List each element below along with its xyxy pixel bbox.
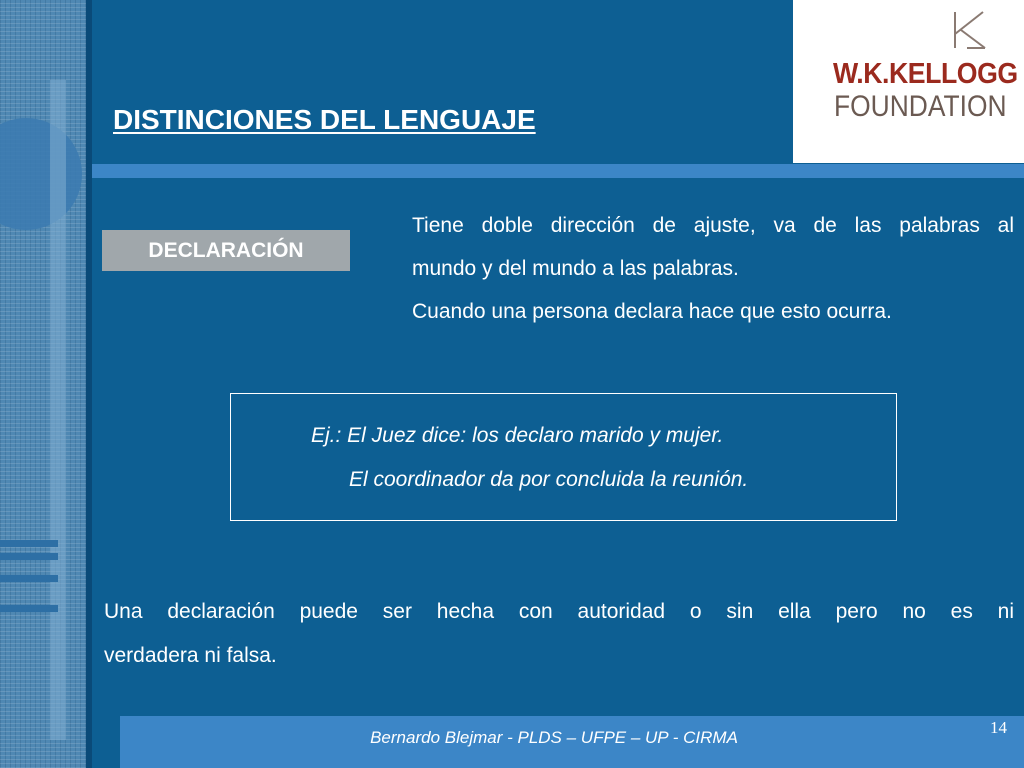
description-line: mundo y del mundo a las palabras. xyxy=(412,257,739,280)
logo-text-foundation: FOUNDATION xyxy=(834,90,1007,123)
description-line: Cuando una persona declara hace que esto ocurra. xyxy=(412,300,892,323)
decorative-texture-strip xyxy=(0,0,86,768)
decorative-line xyxy=(0,605,58,612)
conclusion-line: verdadera ni falsa. xyxy=(104,644,277,667)
declaration-label-text: DECLARACIÓN xyxy=(148,238,304,262)
example-box xyxy=(230,393,897,521)
slide-title: DISTINCIONES DEL LENGUAJE xyxy=(113,104,536,135)
conclusion-text xyxy=(104,590,1014,678)
decorative-edge xyxy=(86,0,92,768)
title-rule xyxy=(92,164,1024,178)
decorative-line xyxy=(0,575,58,582)
footer-credit: Bernardo Blejmar - PLDS – UFPE – UP - CIRMA xyxy=(370,728,738,747)
kellogg-k-mark-icon xyxy=(945,8,989,52)
kellogg-logo xyxy=(793,0,1024,163)
decorative-line xyxy=(0,540,58,547)
logo-text-kellogg: W.K.KELLOGG xyxy=(833,58,1018,90)
declaration-description xyxy=(412,204,1014,333)
example-line: El coordinador da por concluida la reunión. xyxy=(349,468,749,491)
decorative-line xyxy=(0,553,58,560)
footer-bar xyxy=(120,716,1024,768)
page-number: 14 xyxy=(990,718,1007,737)
decorative-vertical-bar xyxy=(50,80,66,740)
conclusion-line: Una declaración puede ser hecha con autoridad o sin ella pero no es ni xyxy=(104,600,1014,623)
declaration-label xyxy=(102,230,350,271)
example-line: Ej.: El Juez dice: los declaro marido y mujer. xyxy=(311,424,724,447)
description-line: Tiene doble dirección de ajuste, va de las palabras al xyxy=(412,214,1014,237)
